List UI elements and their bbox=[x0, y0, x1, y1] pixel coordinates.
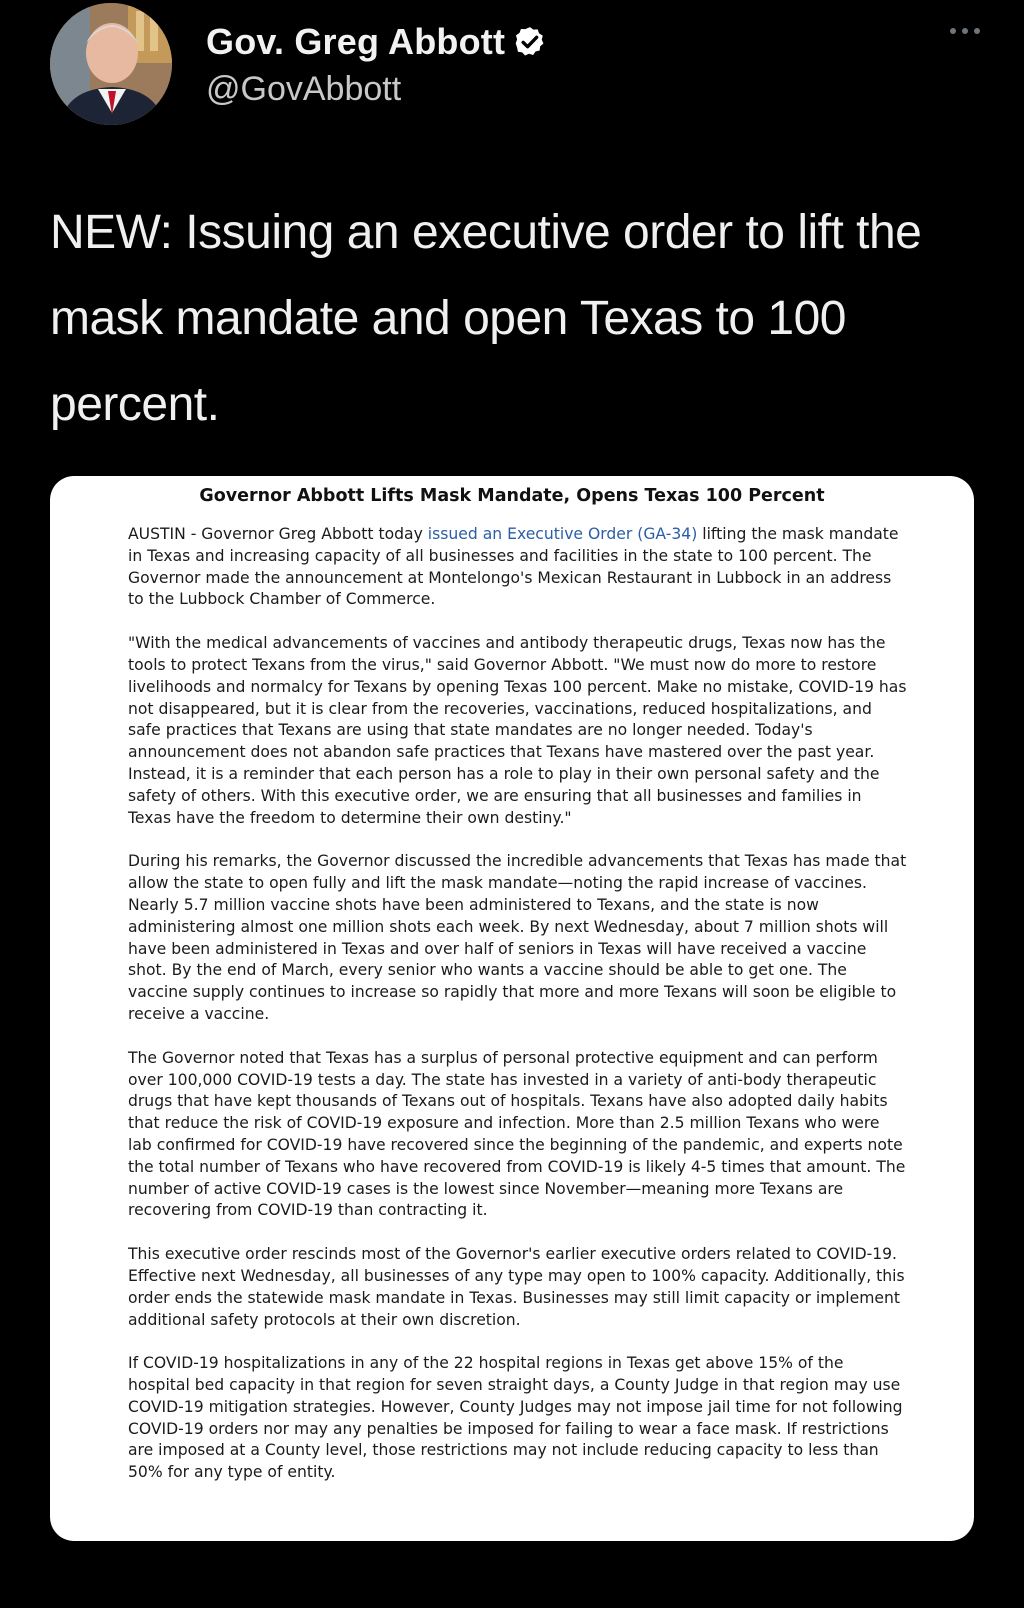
paragraph-3: During his remarks, the Governor discussed the incredible advancements that Texas has made that allow the state to open fully and lift the mask mandate—noting the rapid increase of vaccines. Nearly 5.7 million vaccine shots have been administered to Texans, and the state is now administering almost one million shots each week. By next Wednesday, about 7 million shots will have been administered in Texas and over half of seniors in Texas will have received a vaccine shot. By the end of March, every senior who wants a vaccine should be able to get one. The vaccine supply continues to increase so rapidly that more and more Texans will soon be eligible to receive a vaccine. bbox=[128, 852, 907, 1023]
paragraph-5: This executive order rescinds most of the Governor's earlier executive orders related to COVID-19. Effective next Wednesday, all businesses of any type may open to 100% capacity. Additionally, this order ends the statewide mask mandate in Texas. Businesses may still limit capacity or implement additional safety protocols at their own discretion. bbox=[128, 1245, 905, 1329]
avatar-photo bbox=[50, 3, 172, 125]
paragraph-1-rest: lifting the mask mandate in Texas and increasing capacity of all businesses and facilities in the state to 100 percent. The Governor made the announcement at Montelongo's Mexican Restaurant in Lubbock in an address to the Lubbock Chamber of Commerce. bbox=[128, 525, 899, 609]
executive-order-link[interactable]: issued an Executive Order (GA-34) bbox=[427, 525, 698, 543]
attached-image-card[interactable] bbox=[50, 476, 974, 1541]
dot bbox=[950, 28, 956, 34]
tweet-text: NEW: Issuing an executive order to lift the mask mandate and open Texas to 100 percent. bbox=[50, 206, 922, 431]
avatar[interactable] bbox=[50, 3, 172, 125]
paragraph-4: The Governor noted that Texas has a surplus of personal protective equipment and can perform over 100,000 COVID-19 tests a day. The state has invested in a variety of anti-body therapeutic drugs that have kept thousands of Texans out of hospitals. Texans have also adopted daily habits that reduce the risk of COVID-19 exposure and infection. More than 2.5 million Texans who were lab confirmed for COVID-19 have recovered since the beginning of the pandemic, and experts note the total number of Texans who have recovered from COVID-19 is likely 4-5 times that amount. The number of active COVID-19 cases is the lowest since November—meaning more Texans are recovering from COVID-19 than contracting it. bbox=[128, 1048, 906, 1220]
paragraph-6: If COVID-19 hospitalizations in any of the 22 hospital regions in Texas get above 15% of the hospital bed capacity in that region for seven straight days, a County Judge in that region may use COVID-19 mitigation strategies. However, County Judges may not impose jail time for not following COVID-19 orders nor may any penalties be imposed for failing to wear a face mask. If restrictions are imposed at a County level, those restrictions may not include reducing capacity to less than 50% for any type of entity. bbox=[128, 1354, 903, 1482]
dot bbox=[962, 28, 968, 34]
paragraph-1-intro: AUSTIN - Governor Greg Abbott today bbox=[128, 525, 428, 543]
press-release-title: Governor Abbott Lifts Mask Mandate, Opens Texas 100 Percent bbox=[199, 486, 825, 506]
press-release-body bbox=[128, 524, 908, 1506]
author-handle[interactable]: @GovAbbott bbox=[206, 70, 402, 108]
verified-badge-icon bbox=[513, 25, 547, 59]
paragraph-2: "With the medical advancements of vaccines and antibody therapeutic drugs, Texas now has the tools to protect Texans from the virus," said Governor Abbott. "We must now do more to restore livelihoods and normalcy for Texans by opening Texas 100 percent. Make no mistake, COVID-19 has not disappeared, but it is clear from the recoveries, vaccinations, reduced hospitalizations, and safe practices that Texans are using that state mandates are no longer needed. Today's announcement does not abandon safe practices that Texans have mastered over the past year. Instead, it is a reminder that each person has a role to play in their own personal safety and the safety of others. With this executive order, we are ensuring that all businesses and families in Texas have the freedom to determine their own destiny." bbox=[128, 634, 907, 827]
author-display-name[interactable]: Gov. Greg Abbott bbox=[206, 21, 506, 62]
dot bbox=[974, 28, 980, 34]
more-options-icon[interactable] bbox=[950, 28, 980, 34]
author-name-row bbox=[206, 20, 547, 64]
tweet-header bbox=[50, 0, 980, 135]
paragraph-1 bbox=[128, 524, 908, 611]
